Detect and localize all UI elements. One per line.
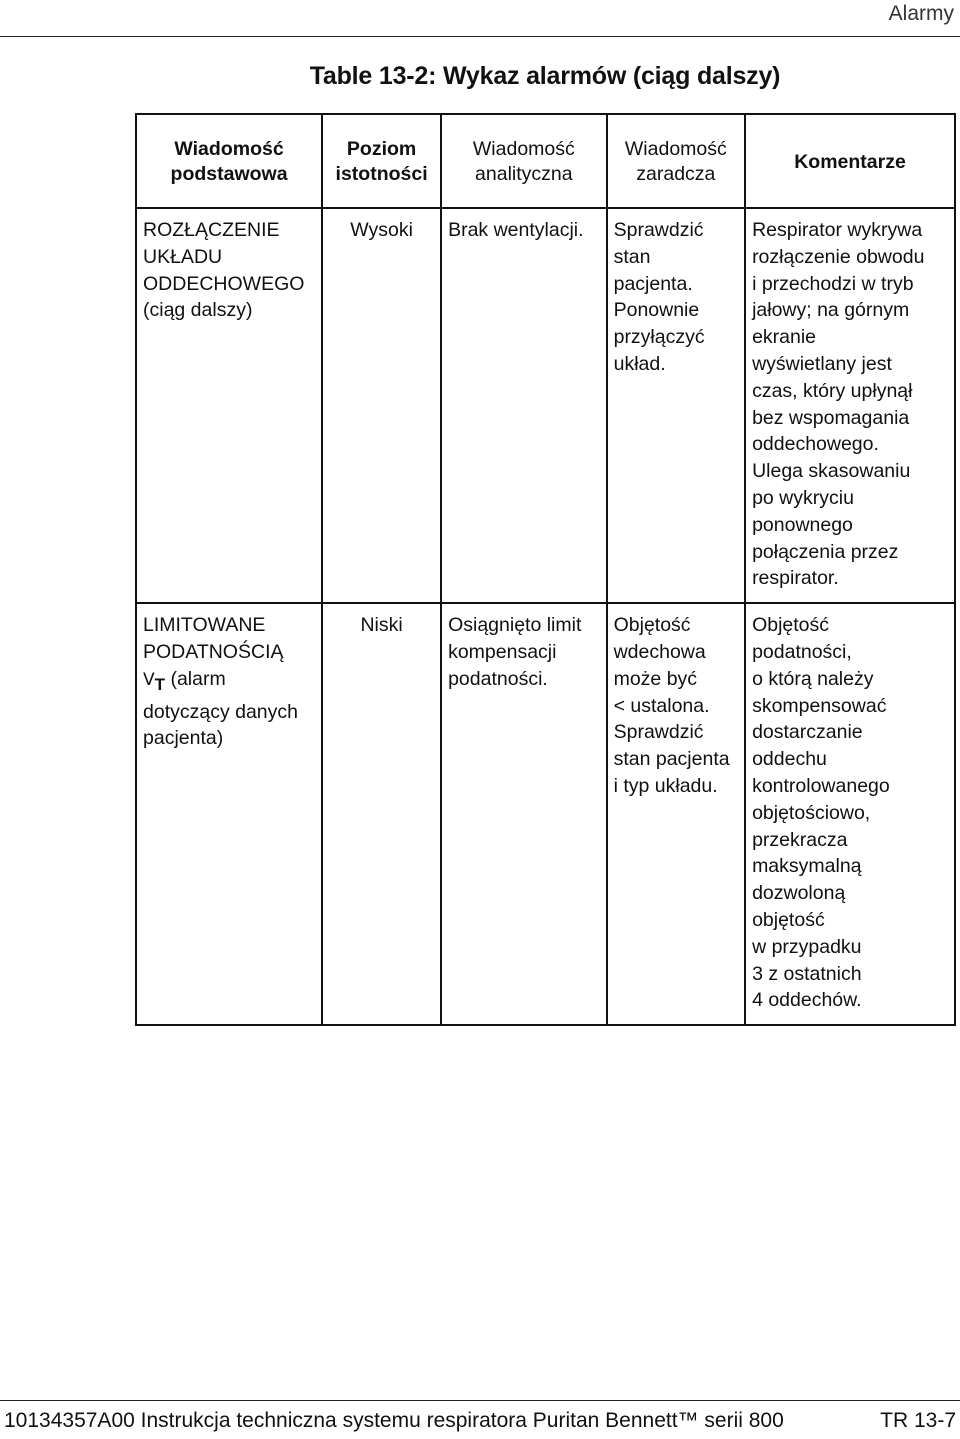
cell-base-message: LIMITOWANE PODATNOŚCIĄ VT (alarm dotyczący danych pacjenta)	[136, 603, 322, 1025]
vt-symbol: V	[143, 669, 155, 690]
cell-analysis-message: Brak wentylacji.	[441, 208, 607, 603]
header-base-message: Wiadomość podstawowa	[136, 114, 322, 208]
footer-document-title: 10134357A00 Instrukcja techniczna systemu respiratora Puritan Bennett™ serii 800	[4, 1409, 784, 1432]
header-comments: Komentarze	[745, 114, 955, 208]
header-priority: Poziom istotności	[322, 114, 441, 208]
vt-subscript: T	[154, 674, 166, 694]
alarm-table	[135, 113, 956, 1026]
table-title: Table 13-2: Wykaz alarmów (ciąg dalszy)	[309, 62, 781, 90]
header-remedy-message: Wiadomość zaradcza	[607, 114, 745, 208]
table-row	[136, 208, 955, 603]
section-name: Alarmy	[888, 2, 954, 25]
header-analysis-message: Wiadomość analityczna	[441, 114, 607, 208]
cell-base-message: ROZŁĄCZENIE UKŁADU ODDECHOWEGO (ciąg dalszy)	[136, 208, 322, 603]
cell-remedy-message: Sprawdzić stan pacjenta. Ponownie przyłączyć układ.	[607, 208, 745, 603]
table-header-row	[136, 114, 955, 208]
cell-analysis-message: Osiągnięto limit kompensacji podatności.	[441, 603, 607, 1025]
cell-remedy-message: Objętość wdechowa może być < ustalona. Sprawdzić stan pacjenta i typ układu.	[607, 603, 745, 1025]
cell-comments: Respirator wykrywa rozłączenie obwodu i przechodzi w tryb jałowy; na górnym ekranie wyświetlany jest czas, który upłynął bez wspomagania oddechowego. Ulega skasowaniu po wykryciu ponownego połączenia przez respirator.	[745, 208, 955, 603]
cell-priority: Niski	[322, 603, 441, 1025]
table-row	[136, 603, 955, 1025]
page-number: TR 13-7	[880, 1409, 956, 1432]
page-footer	[0, 1400, 960, 1439]
cell-priority: Wysoki	[322, 208, 441, 603]
cell-comments: Objętość podatności, o którą należy skompensować dostarczanie oddechu kontrolowanego objętościowo, przekracza maksymalną dozwoloną objętość w przypadku 3 z ostatnich 4 oddechów.	[745, 603, 955, 1025]
page-header	[0, 0, 960, 37]
